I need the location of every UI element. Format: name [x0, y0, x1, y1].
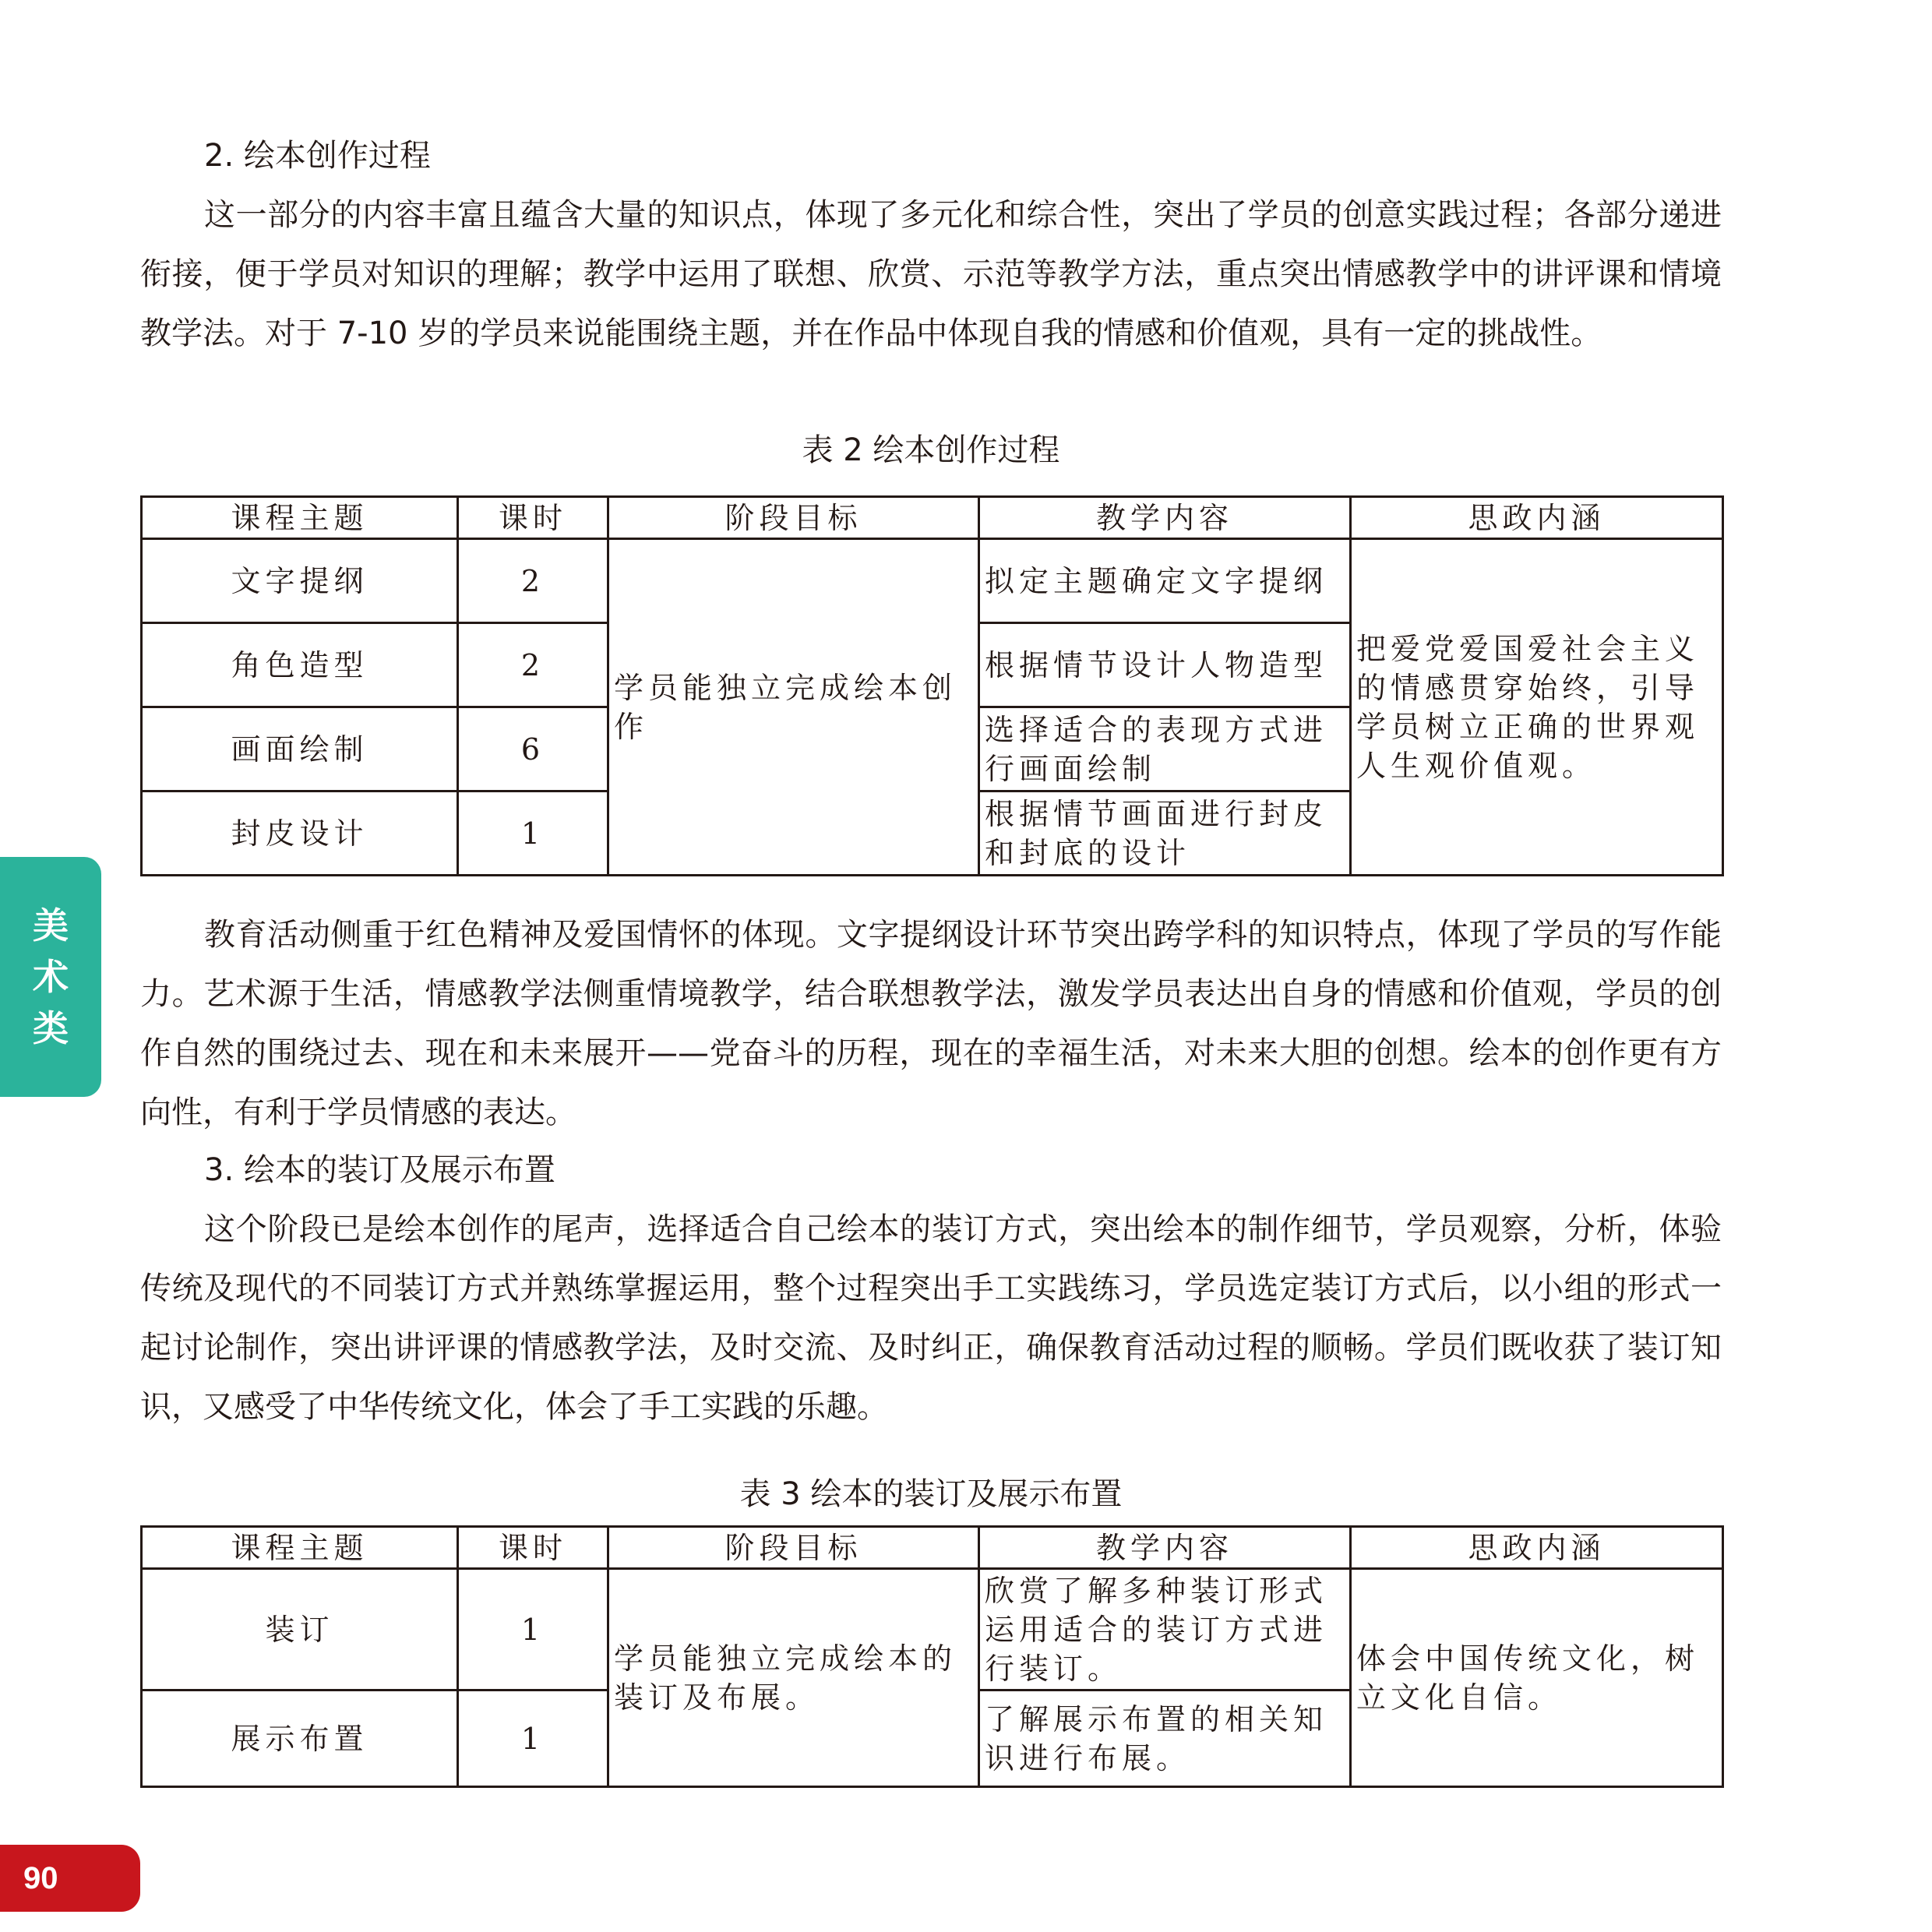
table2-header-cell: 思政内涵: [1351, 497, 1723, 539]
topic-cell: 封皮设计: [142, 791, 458, 876]
goal-cell: 学员能独立完成绘本创作: [608, 539, 979, 876]
topic-cell: 装订: [142, 1569, 458, 1690]
table2-header-cell: 课程主题: [142, 497, 458, 539]
topic-cell: 画面绘制: [142, 707, 458, 791]
side-tab-char: 术: [33, 956, 69, 998]
goal-cell: 学员能独立完成绘本的装订及布展。: [608, 1569, 979, 1787]
hours-cell: 1: [458, 791, 608, 876]
page-number: 90: [23, 1860, 58, 1895]
hours-cell: 6: [458, 707, 608, 791]
section2-paragraph: 这一部分的内容丰富且蕴含大量的知识点，体现了多元化和综合性，突出了学员的创意实践过程；各部分递进衔接，便于学员对知识的理解；教学中运用了联想、欣赏、示范等教学方法，重点突出情感教学中的讲评课和情境教学法。对于 7-10 岁的学员来说能围绕主题，并在作品中体现自我的情感和价值观，具有一定的挑战性。: [140, 197, 1722, 351]
table3: [140, 1525, 1724, 1788]
table2-header-cell: 教学内容: [979, 497, 1351, 539]
table3-header-cell: 课时: [458, 1527, 608, 1569]
section3-heading: 3. 绘本的装订及展示布置: [204, 1152, 555, 1188]
ideology-cell: 体会中国传统文化，树立文化自信。: [1351, 1569, 1723, 1787]
table-row: [142, 539, 1723, 623]
side-tab-char: 美: [33, 904, 69, 947]
section2-heading: 2. 绘本创作过程: [204, 138, 431, 174]
hours-cell: 1: [458, 1690, 608, 1787]
content-cell: 选择适合的表现方式进行画面绘制: [979, 707, 1351, 791]
table2-caption: 表 2 绘本创作过程: [802, 432, 1060, 468]
table2-header-cell: 课时: [458, 497, 608, 539]
side-tab-char: 类: [33, 1007, 69, 1049]
table2: [140, 495, 1724, 876]
ideology-cell: 把爱党爱国爱社会主义的情感贯穿始终，引导学员树立正确的世界观人生观价值观。: [1351, 539, 1723, 876]
hours-cell: 1: [458, 1569, 608, 1690]
hours-cell: 2: [458, 539, 608, 623]
content-cell: 根据情节设计人物造型: [979, 623, 1351, 707]
page-number-badge: [0, 1845, 140, 1912]
table3-header-cell: 思政内涵: [1351, 1527, 1723, 1569]
topic-cell: 文字提纲: [142, 539, 458, 623]
table-row: [142, 1569, 1723, 1690]
section3-paragraph: 这个阶段已是绘本创作的尾声，选择适合自己绘本的装订方式，突出绘本的制作细节，学员观察，分析，体验传统及现代的不同装订方式并熟练掌握运用，整个过程突出手工实践练习，学员选定装订方式后，以小组的形式一起讨论制作，突出讲评课的情感教学法，及时交流、及时纠正，确保教育活动过程的顺畅。学员们既收获了装订知识，又感受了中华传统文化，体会了手工实践的乐趣。: [140, 1211, 1722, 1425]
hours-cell: 2: [458, 623, 608, 707]
table3-header-cell: 阶段目标: [608, 1527, 979, 1569]
content-cell: 了解展示布置的相关知识进行布展。: [979, 1690, 1351, 1787]
table3-header-cell: 课程主题: [142, 1527, 458, 1569]
table2-header-row: [142, 497, 1723, 539]
topic-cell: 角色造型: [142, 623, 458, 707]
table2-header-cell: 阶段目标: [608, 497, 979, 539]
content-cell: 欣赏了解多种装订形式运用适合的装订方式进行装订。: [979, 1569, 1351, 1690]
category-side-tab: [0, 857, 101, 1097]
table3-header-row: [142, 1527, 1723, 1569]
topic-cell: 展示布置: [142, 1690, 458, 1787]
table3-caption: 表 3 绘本的装订及展示布置: [739, 1476, 1123, 1512]
content-cell: 拟定主题确定文字提纲: [979, 539, 1351, 623]
table3-header-cell: 教学内容: [979, 1527, 1351, 1569]
section2-after-paragraph: 教育活动侧重于红色精神及爱国情怀的体现。文字提纲设计环节突出跨学科的知识特点，体现了学员的写作能力。艺术源于生活，情感教学法侧重情境教学，结合联想教学法，激发学员表达出自身的情感和价值观，学员的创作自然的围绕过去、现在和未来展开——党奋斗的历程，现在的幸福生活，对未来大胆的创想。绘本的创作更有方向性，有利于学员情感的表达。: [140, 917, 1722, 1130]
content-cell: 根据情节画面进行封皮和封底的设计: [979, 791, 1351, 876]
